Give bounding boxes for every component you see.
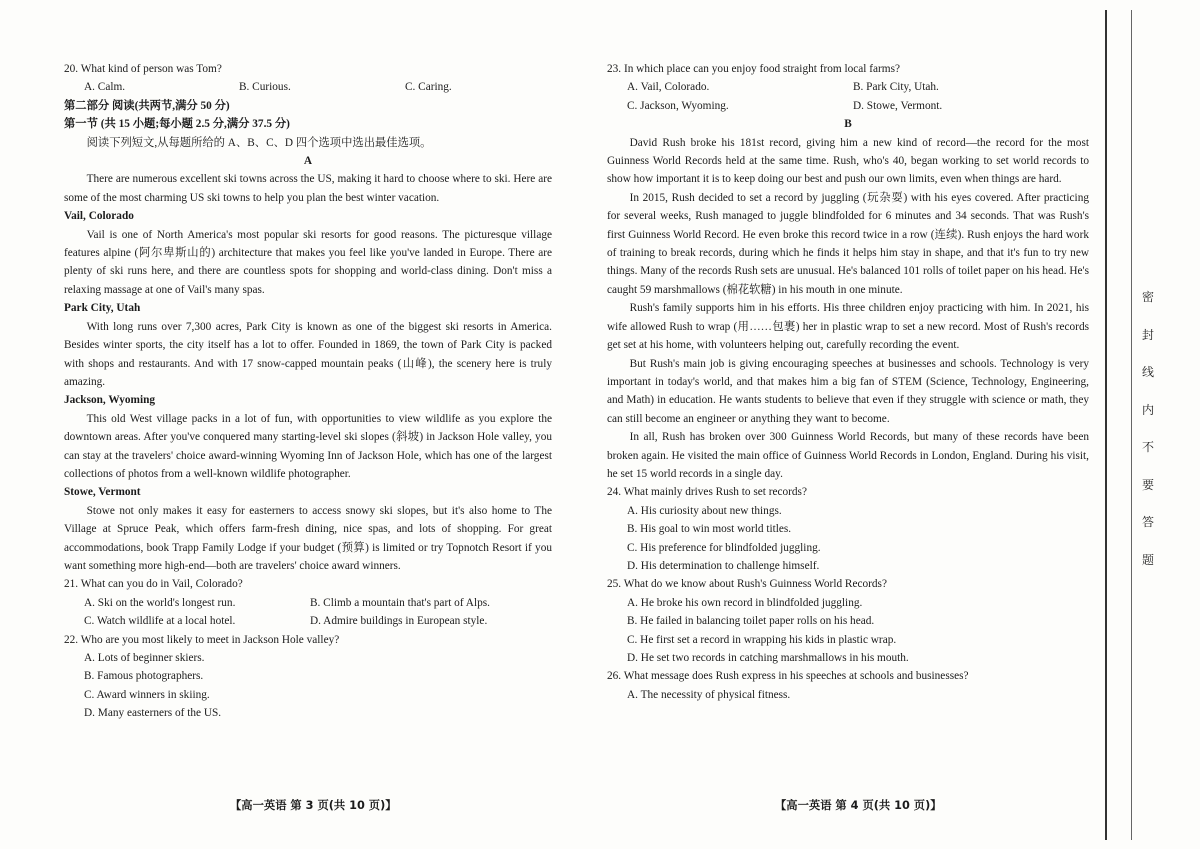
- binding-char: 要: [1141, 477, 1154, 492]
- binding-char: 不: [1141, 440, 1154, 454]
- option-a: A. The necessity of physical fitness.: [627, 688, 791, 701]
- instruction: 阅读下列短文,从每题所给的 A、B、C、D 四个选项中选出最佳选项。: [86, 136, 432, 149]
- passage-b-paragraph-2: In 2015, Rush decided to set a record by juggling (玩杂耍) with his eyes covered. After practicing for several weeks, Rush managed to juggle blindfolded for 6 minutes and 34 seconds. That was Rush's first Guinness World Record. He even broke this record twice in a row (连续). Rush enjoys the hard work of training to break records, during which he finds it helps him stay in shape, and that it's fun to try new things. Many of the records Rush sets are unusual. He's balanced 101 rolls of toilet paper on his head. He's caught 59 marshmallows (棉花软糖) in his mouth in one minute.: [607, 191, 1089, 296]
- option-b: B. Park City, Utah.: [853, 81, 939, 94]
- page-footer-right: 【高一英语 第 4 页(共 10 页)】: [775, 799, 942, 812]
- binding-char: 答: [1141, 515, 1154, 529]
- option-a: A. Ski on the world's longest run.: [84, 596, 236, 609]
- binding-char: 密: [1141, 290, 1154, 304]
- passage-b-paragraph-3: Rush's family supports him in his efforts. His three children enjoy practicing with him. In 2021, his wife allowed Rush to wrap (用……包裹) her in plastic wrap to set a new record. Most of Rush's records get set at his home, with volunteers helping out, carefully recording the event.: [607, 302, 1089, 352]
- option-a: A. His curiosity about new things.: [627, 504, 782, 517]
- binding-notice: [1139, 288, 1157, 588]
- binding-line: [1105, 10, 1107, 840]
- stowe-title: Stowe, Vermont: [64, 486, 141, 499]
- option-d: D. He set two records in catching marshmallows in his mouth.: [627, 652, 909, 664]
- section1-heading: 第一节 (共 15 小题;每小题 2.5 分,满分 37.5 分): [64, 118, 290, 131]
- option-d: D. Admire buildings in European style.: [310, 615, 488, 628]
- option-d: D. Many easterners of the US.: [84, 707, 222, 720]
- option-a: A. He broke his own record in blindfolded juggling.: [627, 596, 863, 609]
- passage-b-paragraph-5: In all, Rush has broken over 300 Guinness World Records, but many of these records have been broken again. He visited the main office of Guinness World Records in London, England. During his visit, he set 15 world records in a single day.: [607, 431, 1089, 480]
- binding-char: 内: [1141, 402, 1154, 417]
- option-b: B. Curious.: [239, 81, 291, 94]
- part2-heading: 第二部分 阅读(共两节,满分 50 分): [64, 99, 230, 112]
- option-b: B. He failed in balancing toilet paper rolls on his head.: [627, 615, 875, 628]
- vail-title: Vail, Colorado: [64, 210, 134, 223]
- park-city-text: With long runs over 7,300 acres, Park City is known as one of the biggest ski resorts in America. Besides winter sports, the city itself has a lot to offer. Founded in 1869, the town of Park City is packed with shops and restaurants. And with 17 snow-capped mountain peaks (山峰), the scenery here is truly amazing.: [64, 320, 552, 388]
- question-20-options: [64, 78, 552, 96]
- option-c: C. Watch wildlife at a local hotel.: [84, 615, 236, 628]
- right-column: [607, 60, 1089, 704]
- option-c: C. His preference for blindfolded juggling.: [627, 541, 821, 554]
- jackson-title: Jackson, Wyoming: [64, 394, 156, 407]
- park-city-title: Park City, Utah: [64, 302, 141, 315]
- jackson-text: This old West village packs in a lot of fun, with opportunities to view wildlife as you explore the downtown areas. After you've conquered many starting-level ski slopes (斜坡) in Jackson Hole valley, you can stay at the travelers' choice award-winning Wyoming Inn of Jackson Hole, which has one of the largest collections of photos from a well-known wildlife photographer.: [64, 412, 552, 480]
- option-c: C. Jackson, Wyoming.: [627, 99, 729, 112]
- page-footer-left: 【高一英语 第 3 页(共 10 页)】: [230, 799, 397, 812]
- passage-b-paragraph-4: But Rush's main job is giving encouraging speeches at businesses and schools. Technology is very important in today's world, and that makes him a big fan of STEM (Science, Technology, Engineering, and Math) in education. He wants students to believe that even if they struggle with science or math, they can still become an engineer or anything they want to become.: [607, 357, 1089, 425]
- passage-b-paragraph-1: David Rush broke his 181st record, giving him a new kind of record—the record for the most Guinness World Records held at the same time. Rush, who's 40, began working to set world records to show how important it is to keep doing our best and push our own limits, even when things are hard.: [607, 136, 1089, 186]
- question-21-stem: 21. What can you do in Vail, Colorado?: [64, 578, 243, 591]
- passage-a-intro: There are numerous excellent ski towns across the US, making it hard to choose where to ski. Here are some of the most charming US ski towns to help you plan the best winter vacation.: [64, 173, 552, 204]
- left-column: [64, 60, 552, 723]
- vail-text: Vail is one of North America's most popular ski resorts for good reasons. The picturesque village features alpine (阿尔卑斯山的) architecture that makes you feel like you've landed in Europe. There are plenty of ski runs here, and there are countless spots for shopping and world-class dining. Don't miss a relaxing massage at one of Vail's many spas.: [64, 228, 552, 296]
- question-22-stem: 22. Who are you most likely to meet in Jackson Hole valley?: [64, 633, 340, 646]
- stowe-text: Stowe not only makes it easy for easterners to access snowy ski slopes, but it's also home to The Village at Spruce Peak, which offers farm-fresh dining, nice spas, and lots of shopping. For great accommodations, book Trapp Family Lodge if your budget (预算) is limited or try Topnotch Resort if you want something more high-end—both are travelers' choice award winners.: [64, 504, 552, 572]
- option-c: C. He first set a record in wrapping his kids in plastic wrap.: [627, 633, 897, 646]
- option-b: B. Climb a mountain that's part of Alps.: [310, 596, 490, 609]
- question-24-stem: 24. What mainly drives Rush to set records?: [607, 486, 807, 499]
- question-23-options: [607, 78, 1089, 115]
- question-25-stem: 25. What do we know about Rush's Guinness World Records?: [607, 578, 887, 591]
- option-a: A. Calm.: [84, 81, 126, 94]
- question-21-options: [64, 594, 552, 631]
- binding-char: 题: [1141, 552, 1154, 567]
- passage-b-title: B: [844, 118, 852, 131]
- option-b: B. His goal to win most world titles.: [627, 523, 792, 536]
- option-a: A. Vail, Colorado.: [627, 81, 710, 94]
- binding-line-inner: [1131, 10, 1132, 840]
- question-26-stem: 26. What message does Rush express in his speeches at schools and businesses?: [607, 670, 969, 683]
- option-c: C. Award winners in skiing.: [84, 688, 210, 701]
- passage-a-title: A: [303, 155, 313, 168]
- binding-char: 封: [1141, 327, 1154, 342]
- binding-char: 线: [1141, 365, 1154, 379]
- option-d: D. His determination to challenge himself.: [627, 559, 820, 572]
- option-c: C. Caring.: [405, 81, 452, 94]
- option-d: D. Stowe, Vermont.: [853, 99, 943, 112]
- option-b: B. Famous photographers.: [84, 670, 204, 683]
- question-23-stem: 23. In which place can you enjoy food straight from local farms?: [607, 63, 900, 75]
- option-a: A. Lots of beginner skiers.: [84, 652, 205, 664]
- question-20-stem: 20. What kind of person was Tom?: [64, 63, 222, 75]
